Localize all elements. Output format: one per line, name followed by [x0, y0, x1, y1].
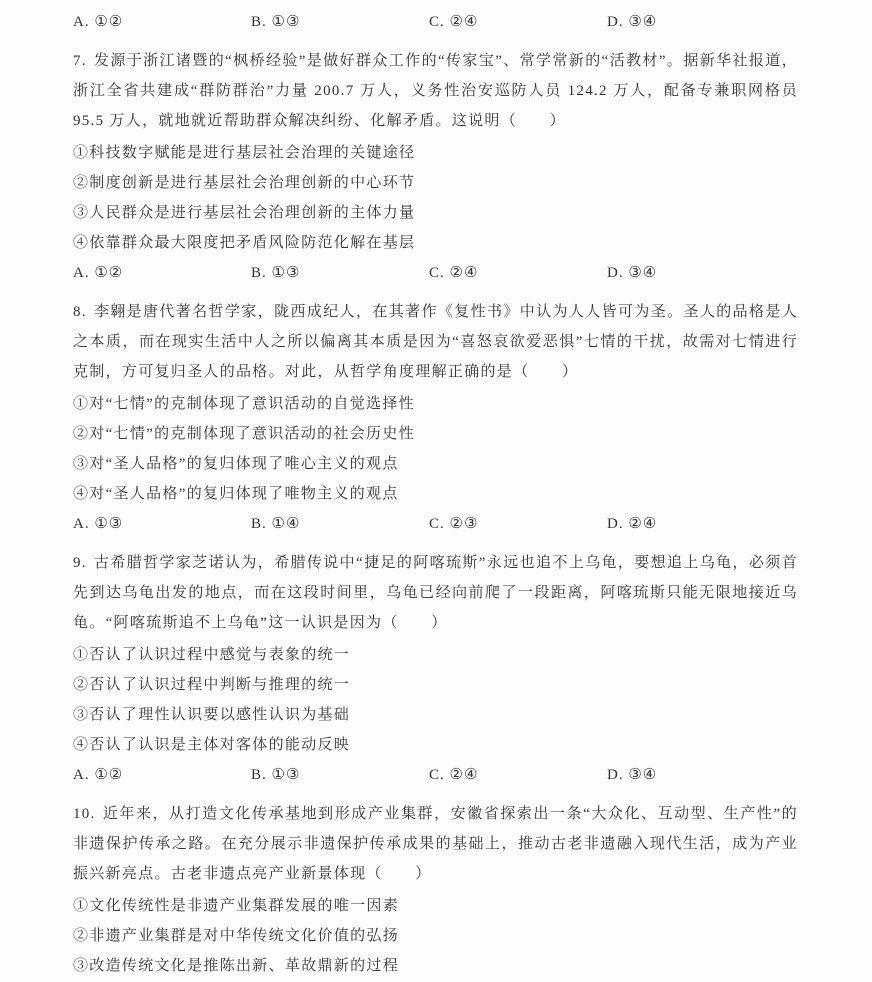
question-stem-text: 李翱是唐代著名哲学家，陇西成纪人，在其著作《复性书》中认为人人皆可为圣。圣人的品格是人之本质，而在现实生活中人之所以偏离其本质是因为“喜怒哀欲爱恶惧”七情的干扰，故需对七情进行克制，方可复归圣人的品格。对此，从哲学角度理解正确的是（ ） [73, 304, 798, 380]
answer-option-a: A. ①③ [73, 516, 124, 532]
question-number: 10. [73, 806, 96, 822]
question-number: 9. [73, 555, 87, 571]
option-item-1: ①对“七情”的克制体现了意识活动的自觉选择性 [73, 396, 415, 412]
option-item-3: ③否认了理性认识要以感性认识为基础 [73, 707, 351, 723]
question-10 [73, 799, 798, 981]
answer-option-d: D. ②④ [607, 516, 658, 532]
question-stem [73, 297, 798, 387]
option-item-2: ②否认了认识过程中判断与推理的统一 [73, 677, 351, 693]
option-item-1: ①科技数字赋能是进行基层社会治理的关键途径 [73, 145, 416, 161]
question-number: 8. [73, 304, 87, 320]
question-stem [73, 548, 798, 638]
option-item-3: ③对“圣人品格”的复归体现了唯心主义的观点 [73, 456, 399, 472]
question-stem-text: 近年来，从打造文化传承基地到形成产业集群，安徽省探索出一条“大众化、互动型、生产性”的非遗保护传承之路。在充分展示非遗保护传承成果的基础上，推动古老非遗融入现代生活，成为产业振兴新亮点。古老非遗点亮产业新景体现（ ） [73, 806, 798, 882]
answer-option-c: C. ②④ [429, 14, 479, 30]
answer-row-question-7 [73, 258, 798, 288]
answer-option-c: C. ②③ [429, 516, 479, 532]
numbered-options [73, 389, 798, 509]
numbered-options [73, 138, 798, 258]
answer-row-question-8 [73, 509, 798, 539]
option-item-3: ③人民群众是进行基层社会治理创新的主体力量 [73, 205, 416, 221]
question-7 [73, 46, 798, 288]
answer-row-question-6 [73, 7, 798, 37]
option-item-3: ③改造传统文化是推陈出新、革故鼎新的过程 [73, 958, 400, 974]
answer-option-c: C. ②④ [429, 265, 479, 281]
option-item-4: ④否认了认识是主体对客体的能动反映 [73, 737, 351, 753]
answer-option-d: D. ③④ [607, 767, 658, 783]
answer-option-a: A. ①② [73, 767, 124, 783]
answer-option-c: C. ②④ [429, 767, 479, 783]
answer-option-a: A. ①② [73, 14, 124, 30]
answer-option-b: B. ①③ [251, 265, 301, 281]
answer-option-b: B. ①③ [251, 767, 301, 783]
question-9 [73, 548, 798, 790]
option-item-1: ①文化传统性是非遗产业集群发展的唯一因素 [73, 898, 400, 914]
question-stem [73, 799, 798, 889]
option-item-4: ④依靠群众最大限度把矛盾风险防范化解在基层 [73, 235, 416, 251]
numbered-options [73, 891, 798, 981]
question-8 [73, 297, 798, 539]
answer-option-b: B. ①③ [251, 14, 301, 30]
question-stem-text: 古希腊哲学家芝诺认为，希腊传说中“捷足的阿喀琉斯”永远也追不上乌龟，要想追上乌龟，必须首先到达乌龟出发的地点，而在这段时间里，乌龟已经向前爬了一段距离，阿喀琉斯只能无限地接近乌龟。“阿喀琉斯追不上乌龟”这一认识是因为（ ） [73, 555, 798, 631]
answer-row-question-9 [73, 760, 798, 790]
option-item-4: ④对“圣人品格”的复归体现了唯物主义的观点 [73, 486, 399, 502]
option-item-2: ②对“七情”的克制体现了意识活动的社会历史性 [73, 426, 415, 442]
question-number: 7. [73, 53, 87, 69]
answer-option-d: D. ③④ [607, 265, 658, 281]
option-item-1: ①否认了认识过程中感觉与表象的统一 [73, 647, 351, 663]
question-stem [73, 46, 798, 136]
question-stem-text: 发源于浙江诸暨的“枫桥经验”是做好群众工作的“传家宝”、常学常新的“活教材”。据新华社报道，浙江全省共建成“群防群治”力量 200.7 万人，义务性治安巡防人员 124.2 万人，配备专兼职网格员 95.5 万人，就地就近帮助群众解决纠纷、化解矛盾。这说明（ ） [73, 53, 798, 129]
numbered-options [73, 640, 798, 760]
answer-option-a: A. ①② [73, 265, 124, 281]
answer-option-d: D. ③④ [607, 14, 658, 30]
option-item-2: ②制度创新是进行基层社会治理创新的中心环节 [73, 175, 416, 191]
answer-option-b: B. ①④ [251, 516, 301, 532]
option-item-2: ②非遗产业集群是对中华传统文化价值的弘扬 [73, 928, 400, 944]
